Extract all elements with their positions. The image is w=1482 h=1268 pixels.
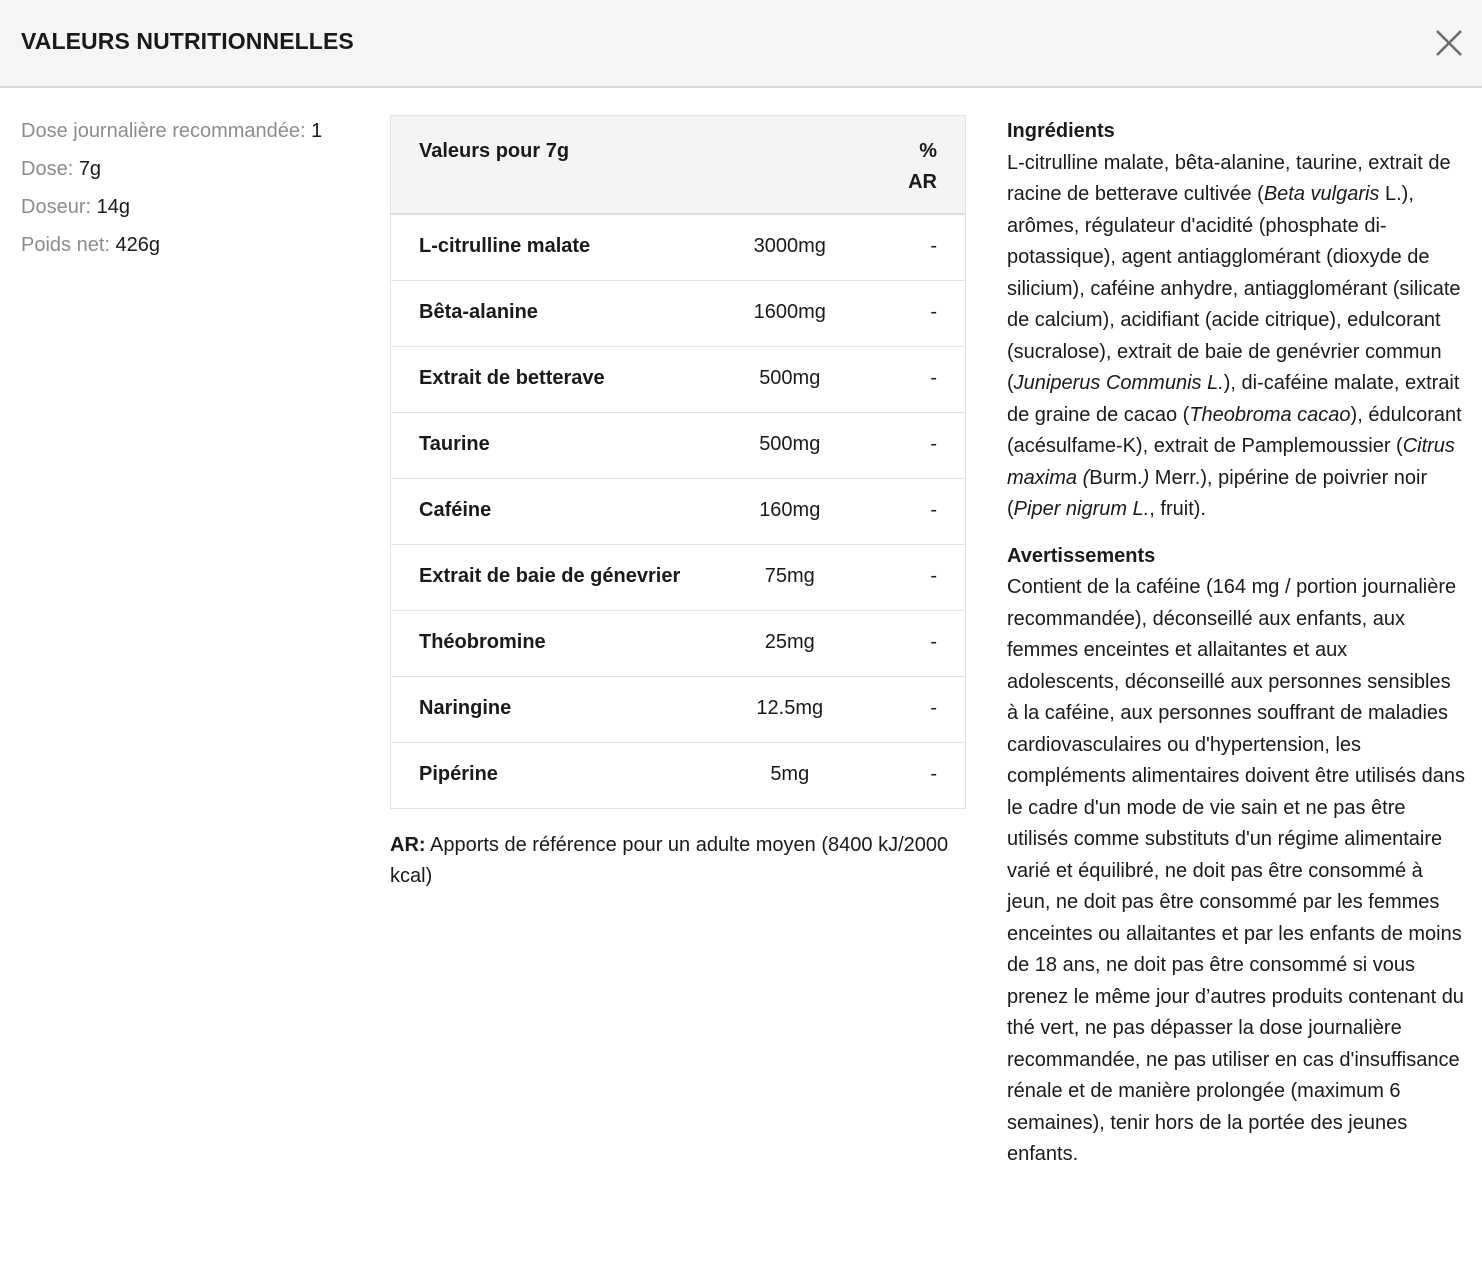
nutrient-name: Naringine — [391, 676, 691, 742]
ingredients-latin-name: ) — [1142, 466, 1150, 489]
nutrient-ar: - — [890, 742, 966, 808]
modal-title: VALEURS NUTRITIONNELLES — [21, 28, 354, 54]
dose-row — [21, 154, 371, 192]
close-icon — [1432, 26, 1466, 60]
ar-footnote-label: AR: — [390, 833, 426, 856]
nutrient-amount: 25mg — [690, 610, 890, 676]
table-row — [391, 676, 966, 742]
ingredients-text-part: Merr.), pipérine de poivrier noir ( — [1007, 466, 1428, 520]
modal-header — [0, 0, 1482, 88]
nutrient-ar: - — [890, 478, 966, 544]
ingredients-latin-name: Juniperus Communis L. — [1013, 372, 1224, 394]
nutrient-name: Théobromine — [391, 610, 691, 676]
nutrient-amount: 3000mg — [690, 214, 890, 281]
meta-label: Doseur: — [21, 196, 92, 218]
nutrient-ar: - — [890, 676, 966, 742]
table-header-row — [391, 116, 966, 214]
header-values-per: Valeurs pour 7g — [391, 116, 691, 214]
table-row — [391, 742, 966, 808]
nutrient-amount: 160mg — [690, 478, 890, 544]
ingredients-latin-name: Piper nigrum L. — [1013, 498, 1150, 520]
nutrient-ar: - — [890, 214, 966, 281]
table-row — [391, 214, 966, 281]
ingredients-text-part: ), édulcorant (acésulfame-K), extrait de Pamplemoussier ( — [1007, 403, 1462, 457]
nutrient-name: Bêta-alanine — [391, 280, 691, 346]
nutrition-table-section — [390, 115, 966, 892]
table-row — [391, 610, 966, 676]
nutrient-ar: - — [890, 544, 966, 610]
ar-footnote-text: Apports de référence pour un adulte moyen (8400 kJ/2000 kcal) — [390, 833, 949, 887]
meta-value: 426g — [115, 234, 161, 256]
meta-label: Poids net: — [21, 234, 110, 256]
nutrient-ar: - — [890, 346, 966, 412]
meta-value: 14g — [96, 196, 130, 218]
table-row — [391, 478, 966, 544]
ingredients-latin-name: Citrus maxima ( — [1007, 435, 1455, 489]
nutrient-amount: 12.5mg — [690, 676, 890, 742]
ingredients-latin-name: Theobroma cacao — [1189, 403, 1351, 426]
net-weight-row — [21, 230, 371, 268]
ingredients-text-part: L.), arômes, régulateur d'acidité (phosphate di-potassique), agent antiagglomérant (dioxyde de silicium), caféine anhydre, antiagglomérant (silicate de calcium), acidifiant (acide citrique), edulcorant (sucralose), extrait de baie de genévrier commun ( — [1007, 183, 1461, 394]
meta-value: 1 — [311, 120, 323, 142]
nutrition-table — [390, 115, 966, 809]
dose-daily-row — [21, 116, 371, 154]
ingredients-text — [1007, 148, 1465, 526]
warnings-title: Avertissements — [1007, 544, 1156, 567]
ingredients-title: Ingrédients — [1007, 120, 1115, 142]
nutrient-ar: - — [890, 280, 966, 346]
nutrient-name: Caféine — [391, 478, 691, 544]
ar-footnote — [390, 830, 950, 892]
nutrient-ar: - — [890, 412, 966, 478]
ingredients-text-part: , fruit). — [1149, 498, 1206, 520]
nutrient-name: Extrait de baie de génevrier — [391, 544, 691, 610]
scoop-row — [21, 192, 371, 230]
header-amount — [690, 116, 890, 214]
dose-info — [21, 116, 371, 268]
header-ar-percent: % — [919, 140, 937, 162]
warnings-text: Contient de la caféine (164 mg / portion journalière recommandée), déconseillé aux enfants, aux femmes enceintes et allaitantes et aux adolescents, déconseillé aux personnes sensibles à la caféine, aux personnes souffrant de maladies cardiovasculaires ou d'hypertension, les compléments alimentaires doivent être utilisés dans le cadre d'un mode de vie sain et ne pas être utilisés comme substituts d'un régime alimentaire varié et équilibré, ne doit pas être consommé à jeun, ne doit pas être consommé par les femmes enceintes ou allaitantes et par les enfants de moins de 18 ans, ne doit pas être consommé si vous prenez le même jour d’autres produits contenant du thé vert, ne pas dépasser la dose journalière recommandée, ne pas utiliser en cas d'insuffisance rénale et de manière prolongée (maximum 6 semaines), tenir hors de la portée des jeunes enfants. — [1007, 576, 1465, 1165]
ingredients-latin-name: Beta vulgaris — [1263, 183, 1380, 205]
ingredients-text-part: L-citrulline malate, bêta-alanine, taurine, extrait de racine de betterave cultivée ( — [1007, 151, 1451, 205]
table-row — [391, 544, 966, 610]
close-button[interactable] — [1432, 26, 1466, 60]
header-ar — [890, 116, 966, 214]
nutrient-amount: 1600mg — [690, 280, 890, 346]
ingredients-text-part: ), di-caféine malate, extrait de graine de cacao ( — [1007, 372, 1460, 426]
nutrient-amount: 75mg — [690, 544, 890, 610]
table-row — [391, 280, 966, 346]
nutrient-name: L-citrulline malate — [391, 214, 691, 281]
nutrient-name: Extrait de betterave — [391, 346, 691, 412]
nutrient-amount: 500mg — [690, 346, 890, 412]
nutrient-amount: 5mg — [690, 742, 890, 808]
header-ar-label: AR — [908, 171, 937, 193]
ingredients-text-part: Burm. — [1089, 466, 1143, 489]
nutrient-name: Pipérine — [391, 742, 691, 808]
nutrient-ar: - — [890, 610, 966, 676]
table-row — [391, 412, 966, 478]
meta-label: Dose: — [21, 158, 74, 180]
table-row — [391, 346, 966, 412]
meta-label: Dose journalière recommandée: — [21, 120, 306, 142]
nutrient-name: Taurine — [391, 412, 691, 478]
meta-value: 7g — [78, 158, 102, 180]
product-details — [1007, 116, 1465, 1186]
nutrient-amount: 500mg — [690, 412, 890, 478]
